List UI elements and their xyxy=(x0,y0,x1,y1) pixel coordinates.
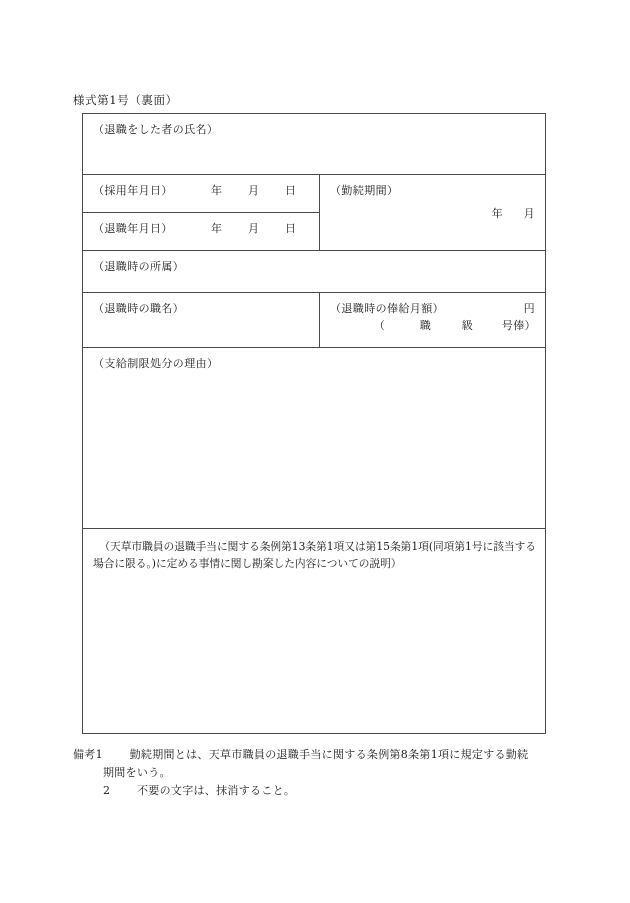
label-statutory-explanation: （天草市職員の退職手当に関する条例第13条第1項又は第15条第1項(同項第1号に該当する場合に限る。)に定める事情に関し勘案した内容についての説明） xyxy=(93,540,536,571)
grade-paren-open: （ xyxy=(373,319,386,332)
hire-day-mark: 日 xyxy=(285,184,297,197)
hire-date-marks xyxy=(211,183,322,200)
note-1-line-2: 期間をいう。 xyxy=(103,765,171,779)
cell-monthly-salary[interactable] xyxy=(320,293,546,348)
yen-currency-mark: 円 xyxy=(523,302,535,315)
label-retiree-name: （退職をした者の氏名） xyxy=(93,123,219,136)
label-tenure-period: （勤続期間） xyxy=(330,184,399,197)
table-row-hire-date xyxy=(83,175,546,213)
grade-shoku-mark: 職 xyxy=(419,319,432,332)
note-item-2 xyxy=(73,782,573,800)
label-restriction-reason: （支給制限処分の理由） xyxy=(93,357,219,370)
table-row-restriction-reason xyxy=(83,348,546,529)
label-monthly-salary: （退職時の俸給月額） xyxy=(330,302,444,315)
notes-lead-label: 備考 xyxy=(73,748,96,761)
retirement-date-marks xyxy=(211,221,322,238)
table-row-retiree-name xyxy=(83,114,546,175)
cell-job-title[interactable] xyxy=(83,293,320,348)
cell-restriction-reason[interactable] xyxy=(83,348,546,529)
retirement-month-mark: 月 xyxy=(248,222,260,235)
form-notes xyxy=(73,746,573,799)
note-2-text: 不要の文字は、抹消すること。 xyxy=(137,783,296,797)
hire-month-mark: 月 xyxy=(248,184,260,197)
tenure-month-mark: 月 xyxy=(523,207,535,220)
note-1-line-1: 勤続期間とは、天草市職員の退職手当に関する条例第8条第1項に規定する勤続 xyxy=(129,748,529,761)
table-row-statutory-explanation xyxy=(83,529,546,734)
tenure-period-marks xyxy=(492,206,535,223)
label-job-title: （退職時の職名） xyxy=(93,302,185,315)
table-row-affiliation xyxy=(83,251,546,293)
note-1-number: 1 xyxy=(95,748,103,761)
hire-year-mark: 年 xyxy=(211,184,223,197)
salary-grade-line xyxy=(374,318,536,335)
cell-statutory-explanation[interactable] xyxy=(83,529,546,734)
note-2-number: 2 xyxy=(103,783,111,797)
tenure-year-mark: 年 xyxy=(491,207,503,220)
retirement-year-mark: 年 xyxy=(211,222,223,235)
cell-hire-date[interactable] xyxy=(83,175,320,213)
grade-kyu-mark: 級 xyxy=(461,319,474,332)
retirement-allowance-form-table xyxy=(82,113,546,734)
label-affiliation: （退職時の所属） xyxy=(93,260,185,273)
cell-tenure-period[interactable] xyxy=(320,175,546,251)
retirement-day-mark: 日 xyxy=(285,222,297,235)
cell-retiree-name[interactable] xyxy=(83,114,546,175)
label-retirement-date: （退職年月日） xyxy=(93,222,173,235)
form-number-heading: 様式第1号（裏面） xyxy=(73,93,178,107)
cell-affiliation[interactable] xyxy=(83,251,546,293)
grade-gohou-mark: 号俸） xyxy=(501,319,536,332)
cell-retirement-date[interactable] xyxy=(83,213,320,251)
label-hire-date: （採用年月日） xyxy=(93,184,173,197)
note-item-1 xyxy=(73,746,573,782)
table-row-title-and-salary xyxy=(83,293,546,348)
